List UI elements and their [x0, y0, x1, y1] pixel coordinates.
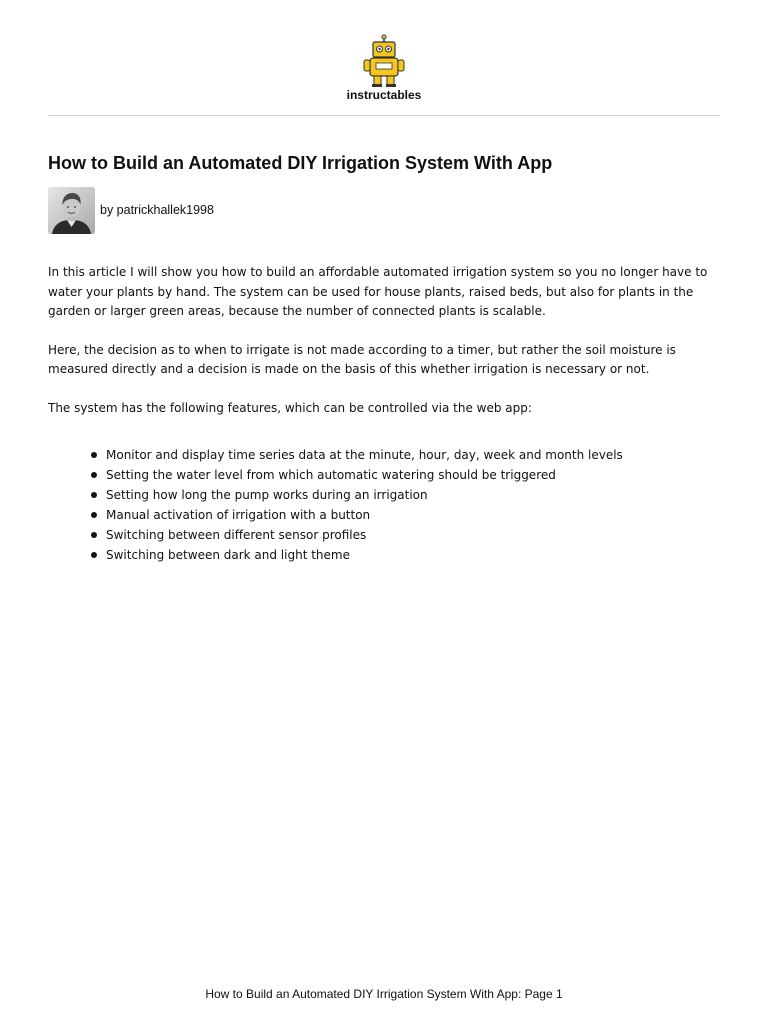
list-item: [48, 505, 728, 525]
feature-text: Monitor and display time series data at the minute, hour, day, week and month levels: [106, 448, 623, 462]
bullet-icon: [91, 452, 97, 458]
feature-text: Switching between dark and light theme: [106, 548, 350, 562]
features-intro-paragraph: The system has the following features, which can be controlled via the web app:: [48, 400, 532, 415]
header-divider: [48, 115, 720, 116]
article-body: [48, 263, 728, 562]
page-footer: How to Build an Automated DIY Irrigation System With App: Page 1: [205, 987, 563, 1001]
feature-text: Switching between different sensor profiles: [106, 528, 367, 542]
bullet-icon: [91, 492, 97, 498]
list-item: [48, 485, 728, 505]
bullet-icon: [91, 552, 97, 558]
list-item: [48, 525, 728, 545]
bullet-icon: [91, 532, 97, 538]
list-item: [48, 545, 728, 565]
feature-text: Setting how long the pump works during an irrigation: [106, 488, 428, 502]
decision-paragraph: Here, the decision as to when to irrigate is not made according to a timer, but rather the soil moisture is measured directly and a decision is made on the basis of this whether irrigation is necessary or not.: [48, 342, 676, 376]
instructables-robot-logo-icon: [360, 34, 408, 88]
site-name: instructables: [346, 88, 422, 102]
intro-paragraph: In this article I will show you how to build an affordable automated irrigation system so you no longer have to water your plants by hand. The system can be used for house plants, raised beds, but also for plants in the garden or larger green areas, because the number of connected plants is scalable.: [48, 265, 708, 318]
bullet-icon: [91, 512, 97, 518]
list-item: [48, 445, 728, 465]
list-item: [48, 465, 728, 485]
feature-text: Setting the water level from which automatic watering should be triggered: [106, 468, 556, 482]
feature-text: Manual activation of irrigation with a button: [106, 508, 371, 522]
article-title: How to Build an Automated DIY Irrigation System With App: [48, 153, 553, 173]
author-avatar: [48, 187, 95, 234]
author-byline[interactable]: by patrickhallek1998: [100, 203, 214, 217]
bullet-icon: [91, 472, 97, 478]
features-list: [48, 445, 728, 565]
